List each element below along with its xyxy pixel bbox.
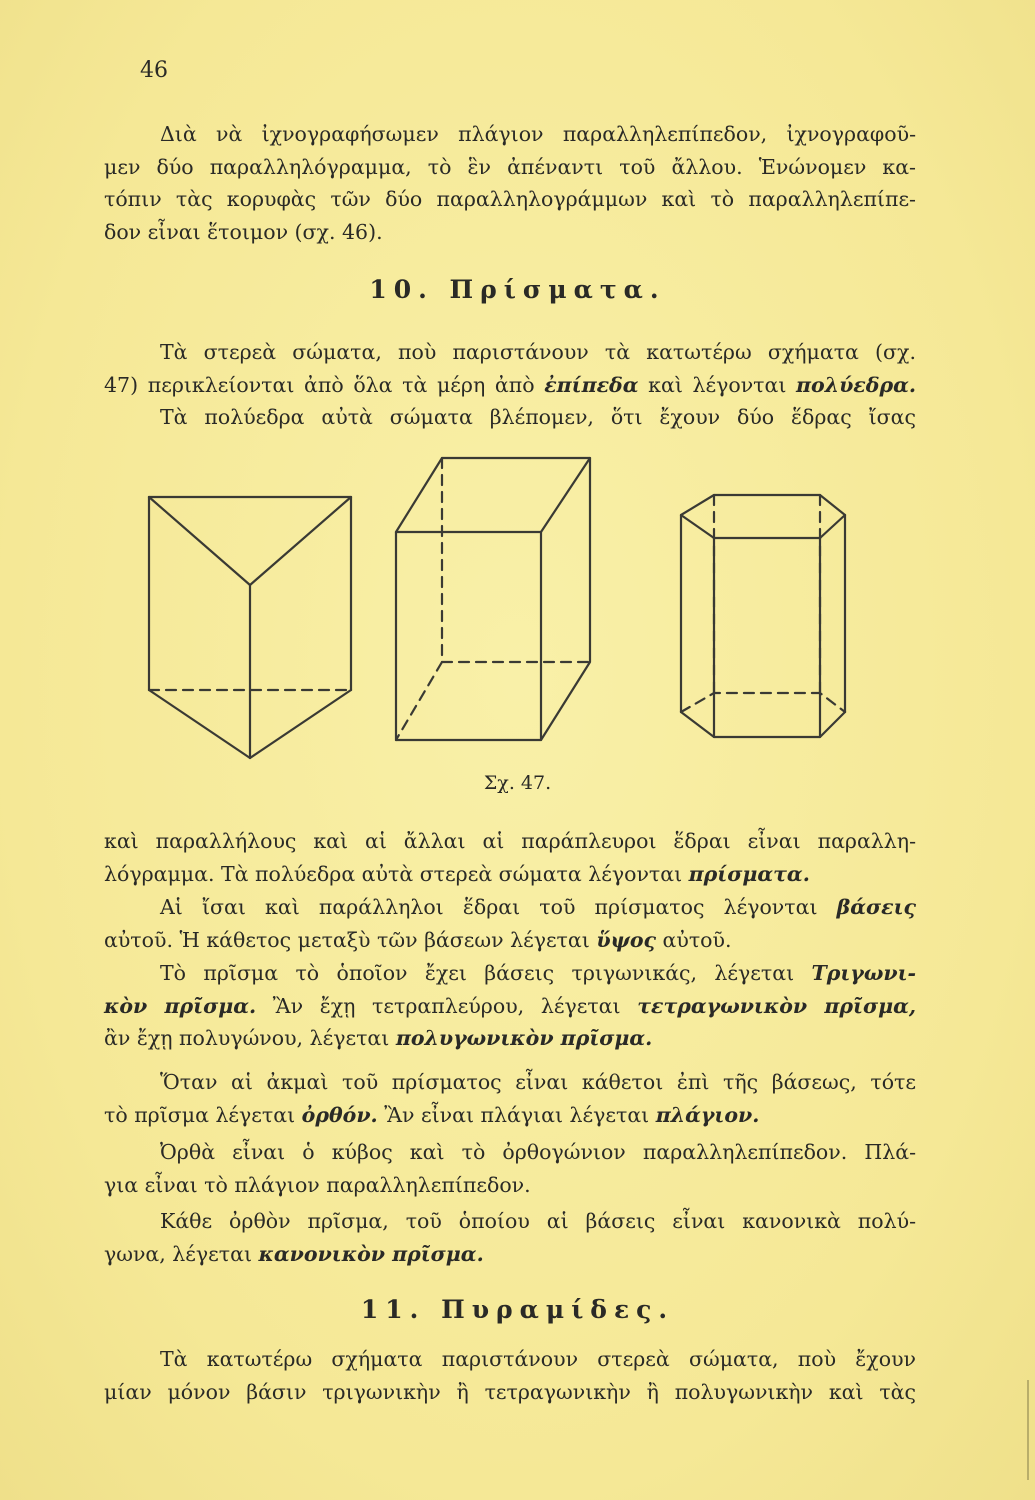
text-line-content: λόγραμμα. Τὰ πολύεδρα αὐτὰ στερεὰ σώματα λέγονται bbox=[104, 861, 689, 886]
tri-bottom-right bbox=[250, 690, 351, 758]
text-line-content: Ὀρθὰ εἶναι ὁ κύβος καὶ τὸ ὀρθογώνιον παραλληλεπίπεδον. Πλά- bbox=[160, 1140, 916, 1164]
text-line-content: 47) περικλείονται ἀπὸ ὅλα τὰ μέρη ἀπὸ bbox=[104, 372, 545, 397]
page-number: 46 bbox=[140, 58, 168, 83]
triangular-prism-drawing bbox=[149, 497, 351, 758]
section-heading-pyramids: 11. Πυραμίδες. bbox=[360, 1295, 675, 1324]
emphasis-term: τετραγωνικὸν πρῖσμα, bbox=[637, 993, 916, 1018]
text-line bbox=[104, 825, 916, 858]
box-front-face bbox=[396, 532, 541, 740]
text-line bbox=[104, 957, 916, 990]
section-heading-prisms: 10. Πρίσματα. bbox=[369, 275, 666, 304]
paragraph-prisms-intro bbox=[104, 336, 916, 434]
paragraph-prism-definition bbox=[104, 825, 916, 890]
text-line bbox=[104, 858, 916, 891]
text-line bbox=[104, 336, 916, 369]
text-line-content: καὶ λέγονται bbox=[638, 372, 797, 397]
text-line-content: για εἶναι τὸ πλάγιον παραλληλεπίπεδον. bbox=[104, 1172, 531, 1197]
tri-top-right bbox=[250, 497, 351, 585]
rectangular-prism-drawing bbox=[396, 458, 590, 740]
text-line bbox=[104, 1205, 916, 1238]
text-line-content: τὸ πρῖσμα λέγεται bbox=[104, 1102, 302, 1127]
text-line-content: Τὸ πρῖσμα τὸ ὁποῖον ἔχει βάσεις τριγωνικάς, λέγεται bbox=[160, 961, 812, 985]
box-top-right bbox=[541, 458, 590, 532]
text-line-content: Κάθε ὀρθὸν πρῖσμα, τοῦ ὁποίου αἱ βάσεις εἶναι κανονικὰ πολύ- bbox=[160, 1209, 916, 1233]
text-line bbox=[104, 369, 916, 402]
text-line-content: τόπιν τὰς κορυφὰς τῶν δύο παραλληλογράμμων καὶ τὸ παραλληλεπίπε- bbox=[104, 187, 916, 212]
text-line bbox=[104, 990, 916, 1023]
emphasis-term: κανονικὸν πρῖσμα. bbox=[258, 1241, 484, 1266]
paragraph-examples bbox=[104, 1136, 916, 1201]
text-line bbox=[104, 183, 916, 216]
emphasis-term: κὸν πρῖσμα. bbox=[104, 993, 257, 1018]
figure-caption: Σχ. 47. bbox=[483, 772, 552, 794]
emphasis-term: πρίσματα. bbox=[688, 861, 810, 886]
text-line bbox=[104, 1099, 916, 1132]
emphasis-term: ὕψος bbox=[596, 927, 656, 952]
box-hidden-diagonal bbox=[396, 662, 442, 740]
text-line bbox=[104, 1238, 916, 1271]
text-line-content: γωνα, λέγεται bbox=[104, 1241, 259, 1266]
text-line-content: αὐτοῦ. Ἡ κάθετος μεταξὺ τῶν βάσεων λέγεται bbox=[104, 927, 597, 952]
emphasis-term: πλάγιον. bbox=[655, 1102, 760, 1127]
paragraph-regular-prism bbox=[104, 1205, 916, 1270]
text-line bbox=[104, 216, 916, 249]
text-line-content: δον εἶναι ἕτοιμον (σχ. 46). bbox=[104, 220, 383, 245]
text-line-content: Τὰ κατωτέρω σχήματα παριστάνουν στερεὰ σώματα, ποὺ ἔχουν bbox=[160, 1347, 916, 1371]
text-line bbox=[104, 118, 916, 151]
emphasis-term: ὀρθόν. bbox=[301, 1102, 378, 1127]
paragraph-bases bbox=[104, 891, 916, 956]
emphasis-term: πολύεδρα. bbox=[796, 372, 916, 397]
figure-47-prisms bbox=[140, 450, 900, 770]
text-line bbox=[104, 1376, 916, 1409]
paragraph-right-oblique bbox=[104, 1066, 916, 1131]
text-line-content: Ὅταν αἱ ἀκμαὶ τοῦ πρίσματος εἶναι κάθετοι ἐπὶ τῆς βάσεως, τότε bbox=[160, 1070, 916, 1094]
text-line bbox=[104, 1169, 916, 1202]
text-line-content: Ἂν ἔχῃ τετραπλεύρου, λέγεται bbox=[256, 993, 638, 1018]
text-line-content: μίαν μόνον βάσιν τριγωνικὴν ἢ τετραγωνικὴν ἢ πολυγωνικὴν καὶ τὰς bbox=[104, 1379, 916, 1404]
paragraph-prism-types bbox=[104, 957, 916, 1055]
hexagonal-prism-drawing bbox=[681, 495, 845, 737]
text-line bbox=[104, 924, 916, 957]
paragraph-pyramids-intro bbox=[104, 1343, 916, 1408]
emphasis-term: πολυγωνικὸν πρῖσμα. bbox=[395, 1026, 653, 1051]
emphasis-term: βάσεις bbox=[836, 895, 916, 919]
text-line bbox=[104, 151, 916, 184]
intro-paragraph bbox=[104, 118, 916, 249]
text-line bbox=[104, 1136, 916, 1169]
emphasis-term: ἐπίπεδα bbox=[544, 372, 639, 397]
text-line bbox=[104, 1343, 916, 1376]
text-line-content: Ἂν εἶναι πλάγιαι λέγεται bbox=[377, 1102, 656, 1127]
page-edge-shadow bbox=[1027, 1380, 1029, 1480]
text-line-content: καὶ παραλλήλους καὶ αἱ ἄλλαι αἱ παράπλευροι ἕδραι εἶναι παραλλη- bbox=[104, 829, 916, 853]
text-line bbox=[104, 401, 916, 434]
tri-top-left bbox=[149, 497, 250, 585]
text-line bbox=[104, 1066, 916, 1099]
text-line-content: αὐτοῦ. bbox=[656, 927, 732, 952]
text-line-content: ἂν ἔχῃ πολυγώνου, λέγεται bbox=[104, 1026, 396, 1051]
text-line bbox=[104, 1022, 916, 1055]
emphasis-term: Τριγωνι- bbox=[811, 961, 916, 985]
text-line-content: Τὰ πολύεδρα αὐτὰ σώματα βλέπομεν, ὅτι ἔχουν δύο ἕδρας ἴσας bbox=[160, 405, 916, 430]
text-line-content: Τὰ στερεὰ σώματα, ποὺ παριστάνουν τὰ κατωτέρω σχήματα (σχ. bbox=[160, 340, 916, 364]
tri-bottom-left bbox=[149, 690, 250, 758]
text-line-content: μεν δύο παραλληλόγραμμα, τὸ ἓν ἀπέναντι τοῦ ἄλλου. Ἑνώνομεν κα- bbox=[104, 154, 916, 179]
text-line-content: Διὰ νὰ ἰχνογραφήσωμεν πλάγιον παραλληλεπίπεδον, ἰχνογραφοῦ- bbox=[160, 122, 916, 146]
text-line-content: Αἱ ἴσαι καὶ παράλληλοι ἕδραι τοῦ πρίσματος λέγονται bbox=[160, 895, 837, 919]
text-line bbox=[104, 891, 916, 924]
